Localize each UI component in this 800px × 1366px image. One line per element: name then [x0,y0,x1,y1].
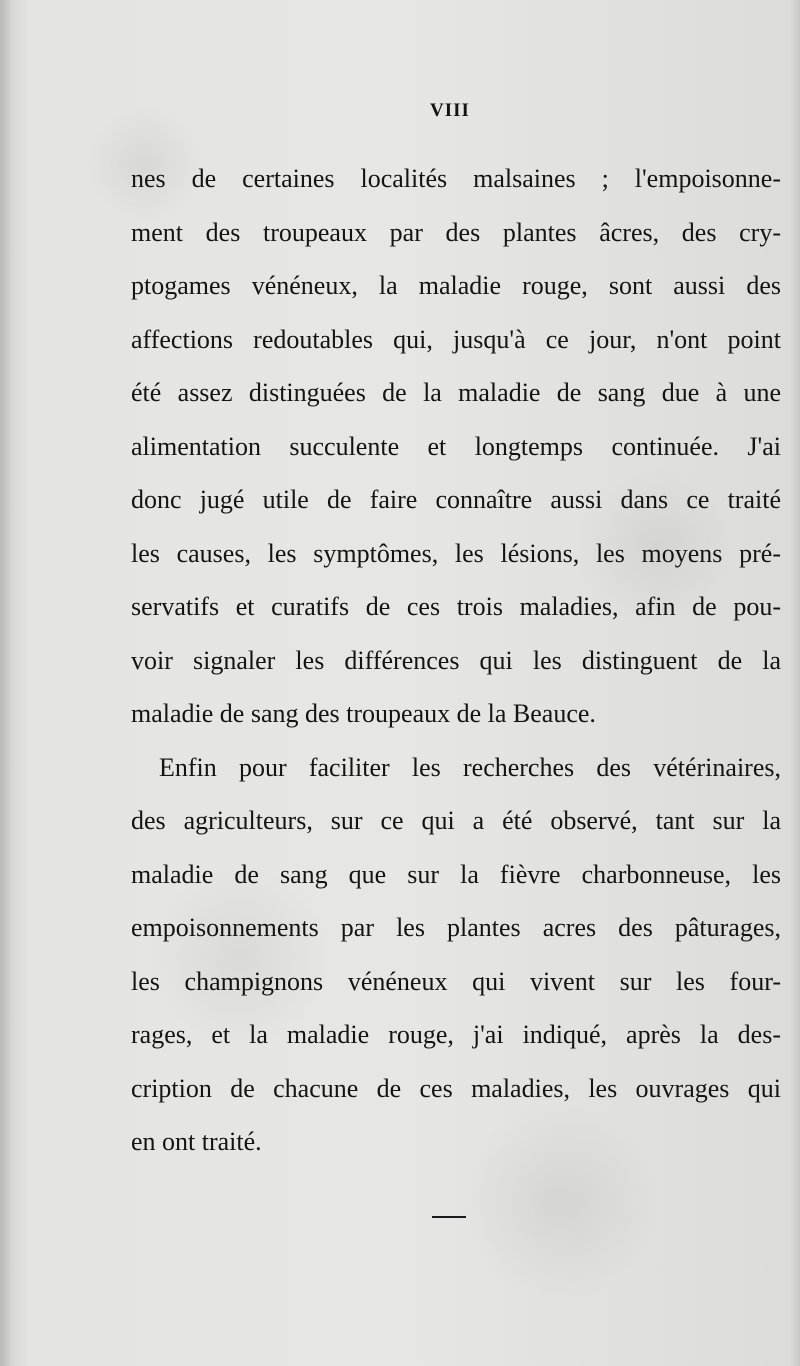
text-line: été assez distinguées de la maladie de sang due à une [131,378,781,407]
text-line: empoisonnements par les plantes acres des pâturages, [131,913,781,942]
text-line: cription de chacune de ces maladies, les ouvrages qui [131,1073,781,1103]
page-edge-shadow [0,0,12,1366]
text-line: donc jugé utile de faire connaître aussi dans ce traité [131,485,781,514]
text-line: en ont traité. [131,1127,262,1156]
text-line: alimentation succulente et longtemps continuée. J'ai [131,431,781,461]
text-line: les causes, les symptômes, les lésions, les moyens pré- [131,538,781,568]
text-line: les champignons vénéneux qui vivent sur les four- [131,966,781,996]
text-line: voir signaler les différences qui les distinguent de la [131,645,781,675]
text-line: ptogames vénéneux, la maladie rouge, sont aussi des [131,271,781,300]
text-line: servatifs et curatifs de ces trois maladies, afin de pou- [131,592,781,621]
end-rule [432,1216,466,1218]
page-number: VIII [430,100,470,121]
paragraph-first-line: Enfin pour faciliter les recherches des vétérinaires, [159,752,781,782]
body-text [131,152,781,1169]
text-line: ment des troupeaux par des plantes âcres, des cry- [131,217,781,247]
text-line: affections redoutables qui, jusqu'à ce jour, n'ont point [131,324,781,354]
text-line: nes de certaines localités malsaines ; l'empoisonne- [131,164,781,193]
text-line: maladie de sang des troupeaux de la Beauce. [131,699,596,728]
text-line: rages, et la maladie rouge, j'ai indiqué, après la des- [131,1020,781,1049]
text-line: des agriculteurs, sur ce qui a été observé, tant sur la [131,806,781,835]
text-line: maladie de sang que sur la fièvre charbonneuse, les [131,859,781,889]
